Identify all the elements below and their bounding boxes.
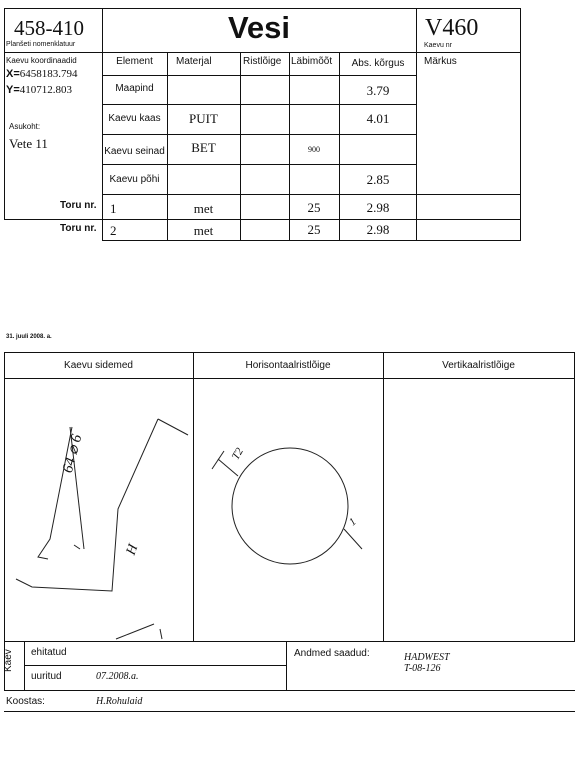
examined-value: 07.2008.a.	[96, 671, 139, 682]
coord-y-value: 410712.803	[19, 84, 73, 96]
data-from-line1: HADWEST	[404, 652, 450, 663]
col-header-cross: Ristlõige	[243, 56, 282, 67]
coord-y-label: Y=	[6, 84, 20, 96]
col-title-vertical: Vertikaalristlõige	[442, 360, 515, 371]
row-material: PUIT	[189, 111, 218, 126]
row-element: Kaevu kaas	[108, 113, 161, 124]
row-material: BET	[191, 140, 216, 155]
col-title-horizontal: Horisontaalristlõige	[245, 360, 331, 371]
col-header-element: Element	[116, 56, 153, 67]
row-element: Kaevu seinad	[104, 146, 165, 157]
document-date: 31. juuli 2008. a.	[6, 334, 52, 340]
built-label: ehitatud	[31, 647, 67, 658]
planset-number: 458-410	[14, 16, 84, 40]
row-element: Kaevu põhi	[109, 174, 160, 185]
horizontal-section-sketch	[194, 379, 383, 641]
examined-label: uuritud	[31, 671, 62, 682]
row-element: Maapind	[115, 83, 154, 94]
pipe-height: 2.98	[366, 222, 390, 237]
col-title-connections: Kaevu sidemed	[64, 360, 133, 371]
pipe-label: Toru nr.	[60, 200, 97, 211]
planset-label: Planšeti nomenklatuur	[6, 41, 76, 48]
pipe-nr: 2	[110, 223, 117, 238]
well-label: Kaevu nr	[424, 42, 453, 49]
pipe-height: 2.98	[366, 200, 390, 215]
coord-x-label: X=	[6, 68, 20, 80]
coord-y	[6, 84, 72, 96]
pipe-nr: 1	[110, 201, 117, 216]
data-from-label: Andmed saadud:	[294, 648, 370, 659]
pipe-diameter: 25	[307, 222, 321, 237]
sketch-text-small: H	[123, 542, 142, 558]
location-value: Vete 11	[9, 136, 48, 151]
coords-label: Kaevu koordinaadid	[6, 56, 77, 65]
coord-x-value: 6458183.794	[19, 68, 78, 80]
kaev-label: Kaev	[3, 649, 14, 672]
col-header-height: Abs. kõrgus	[351, 58, 405, 69]
pipe-material: met	[193, 201, 214, 216]
page-title: Vesi	[227, 10, 291, 45]
location-label: Asukoht:	[9, 122, 41, 131]
coord-x	[6, 68, 78, 80]
row-diameter: 900	[308, 145, 320, 154]
row-height: 3.79	[366, 83, 390, 98]
col-header-material: Materjal	[176, 56, 212, 67]
pipe-diameter: 25	[307, 200, 321, 215]
author-label: Koostas:	[6, 696, 45, 707]
label-pipe-1: 1	[346, 515, 359, 529]
pipe-label: Toru nr.	[60, 223, 97, 234]
author-value: H.Rohulaid	[96, 696, 143, 707]
col-header-diameter: Läbimõõt	[291, 56, 333, 67]
data-from-line2: T-08-126	[404, 663, 441, 674]
label-pipe-2: T2	[229, 445, 246, 463]
well-id: V460	[425, 15, 479, 41]
remark-label: Märkus	[424, 56, 457, 67]
pipe-material: met	[193, 223, 214, 238]
row-height: 2.85	[366, 172, 390, 187]
connections-sketch	[4, 379, 193, 641]
row-height: 4.01	[366, 111, 390, 126]
sketch-text-main: 64 ⌀ 6	[59, 432, 86, 475]
